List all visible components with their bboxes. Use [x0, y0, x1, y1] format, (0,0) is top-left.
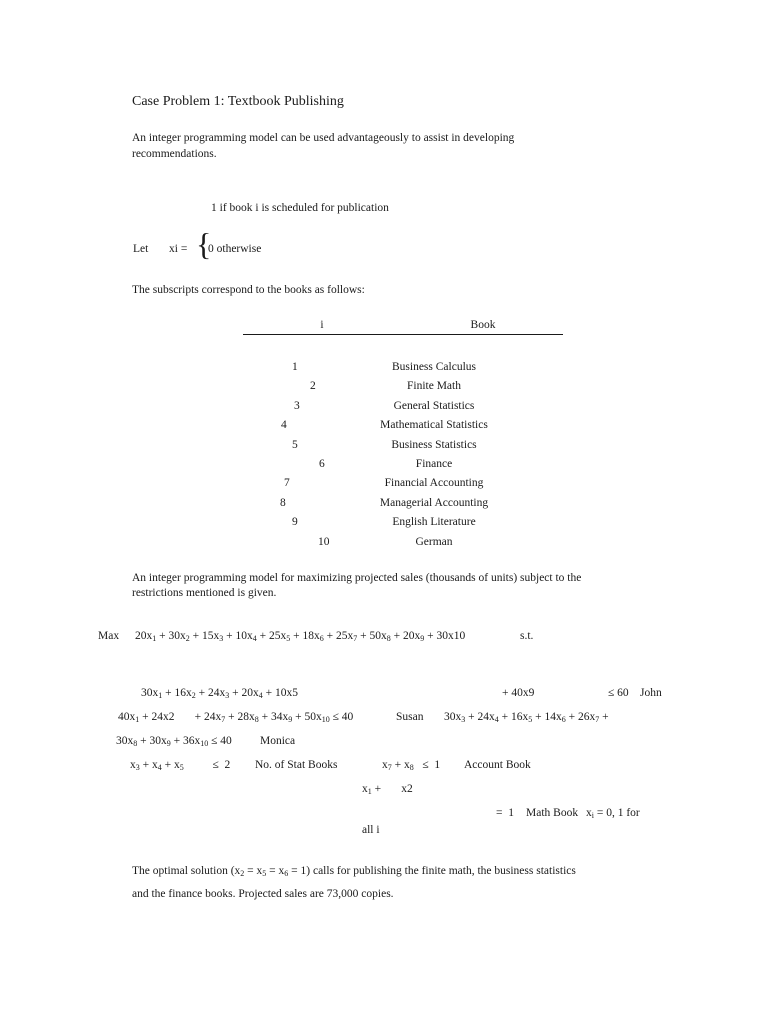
table-cell-book: Mathematical Statistics — [380, 419, 488, 431]
binary-domain-all-i: all i — [362, 824, 380, 836]
table-cell-i: 3 — [294, 400, 300, 412]
objective-function: $20x_1 + 30x_2 + 15x_3 + 10x_4 + 25x_5 + 18x_6 + 25x_7 + 50x_8 + 20x_9 + 30x10$ — [135, 630, 466, 643]
table-cell-i: 5 — [292, 439, 298, 451]
constraint-stat-books: $x_3 + x_4 + x_5$ ≤ 2 — [130, 759, 231, 772]
constraint-math-label: Math Book — [526, 807, 579, 819]
table-cell-i: 4 — [281, 419, 287, 431]
constraint-stat-label: No. of Stat Books — [255, 759, 338, 771]
constraint-monica-part-1: $30x_3 + 24x_4 + 16x_5 + 14x_6 + 26x_7$ + — [444, 711, 609, 724]
table-cell-book: Business Statistics — [391, 439, 477, 451]
subscripts-intro: The subscripts correspond to the books as follows: — [132, 284, 365, 296]
model-intro-line-1: An integer programming model for maximizing projected sales (thousands of units) subject to the — [132, 572, 582, 584]
constraint-john: $30x_1 + 16x_2 + 24x_3 + 20x_4 + 10x5$ — [141, 687, 298, 700]
constraint-monica-label: Monica — [260, 735, 296, 747]
constraint-account: $x_7 + x_8 \le 1$ — [382, 759, 441, 772]
constraint-math-rhs: = 1 — [496, 807, 520, 819]
table-cell-i: 2 — [310, 380, 316, 392]
objective-st: s.t. — [520, 630, 534, 642]
constraint-account-label: Account Book — [464, 759, 531, 771]
definition-let: Let — [133, 243, 149, 255]
binary-domain: $x_i = 0$, 1 for — [586, 807, 640, 820]
table-cell-book: Finite Math — [407, 380, 461, 392]
table-cell-book: Finance — [415, 458, 453, 470]
constraint-monica-part-2: $30x_8 + 30x_9 + 36x_{10} \le 40$ — [116, 735, 232, 748]
constraint-susan-label: Susan — [396, 711, 424, 723]
table-cell-i: 7 — [284, 477, 290, 489]
table-cell-i: 10 — [318, 536, 330, 548]
conclusion-line-2: and the finance books. Projected sales are 73,000 copies. — [132, 888, 394, 900]
constraint-math-lhs: $x_1$ + x2 — [362, 783, 413, 796]
table-header-book: Book — [470, 319, 496, 331]
intro-line-1: An integer programming model can be used advantageously to assist in developing — [132, 132, 515, 144]
constraint-susan: $40x_1 + 24x2$ + $24x_7 + 28x_8 + 34x_9 + 50x_{10} \le 40$ — [118, 711, 354, 724]
model-intro-line-2: restrictions mentioned is given. — [132, 587, 277, 599]
table-header-i: i — [320, 319, 324, 331]
page-title: Case Problem 1: Textbook Publishing — [132, 94, 344, 109]
table-cell-book: Financial Accounting — [384, 477, 484, 489]
table-cell-i: 9 — [292, 516, 298, 528]
table-cell-book: Business Calculus — [391, 361, 477, 373]
objective-max: Max — [98, 630, 120, 642]
constraint-john-label: John — [640, 687, 662, 699]
intro-line-2: recommendations. — [132, 148, 217, 160]
definition-variable: xi = — [169, 243, 188, 255]
definition-case-0: 0 otherwise — [208, 243, 262, 255]
table-cell-book: General Statistics — [393, 400, 475, 412]
table-cell-book: English Literature — [392, 516, 476, 528]
constraint-john-tail: + 40x9 — [502, 687, 535, 699]
table-cell-i: 1 — [292, 361, 298, 373]
conclusion-line-1: The optimal solution $(x_2 = x_5 = x_6 = 1)$ calls for publishing the finite math, the business statistics — [132, 865, 576, 878]
table-cell-book: Managerial Accounting — [379, 497, 489, 509]
constraint-john-rhs: ≤ 60 — [608, 687, 629, 699]
table-cell-i: 6 — [319, 458, 325, 470]
table-cell-book: German — [415, 536, 453, 548]
table-header-rule — [243, 334, 563, 335]
table-cell-i: 8 — [280, 497, 286, 509]
curly-brace-symbol: { — [196, 226, 212, 262]
definition-case-1: 1 if book i is scheduled for publication — [211, 202, 389, 214]
